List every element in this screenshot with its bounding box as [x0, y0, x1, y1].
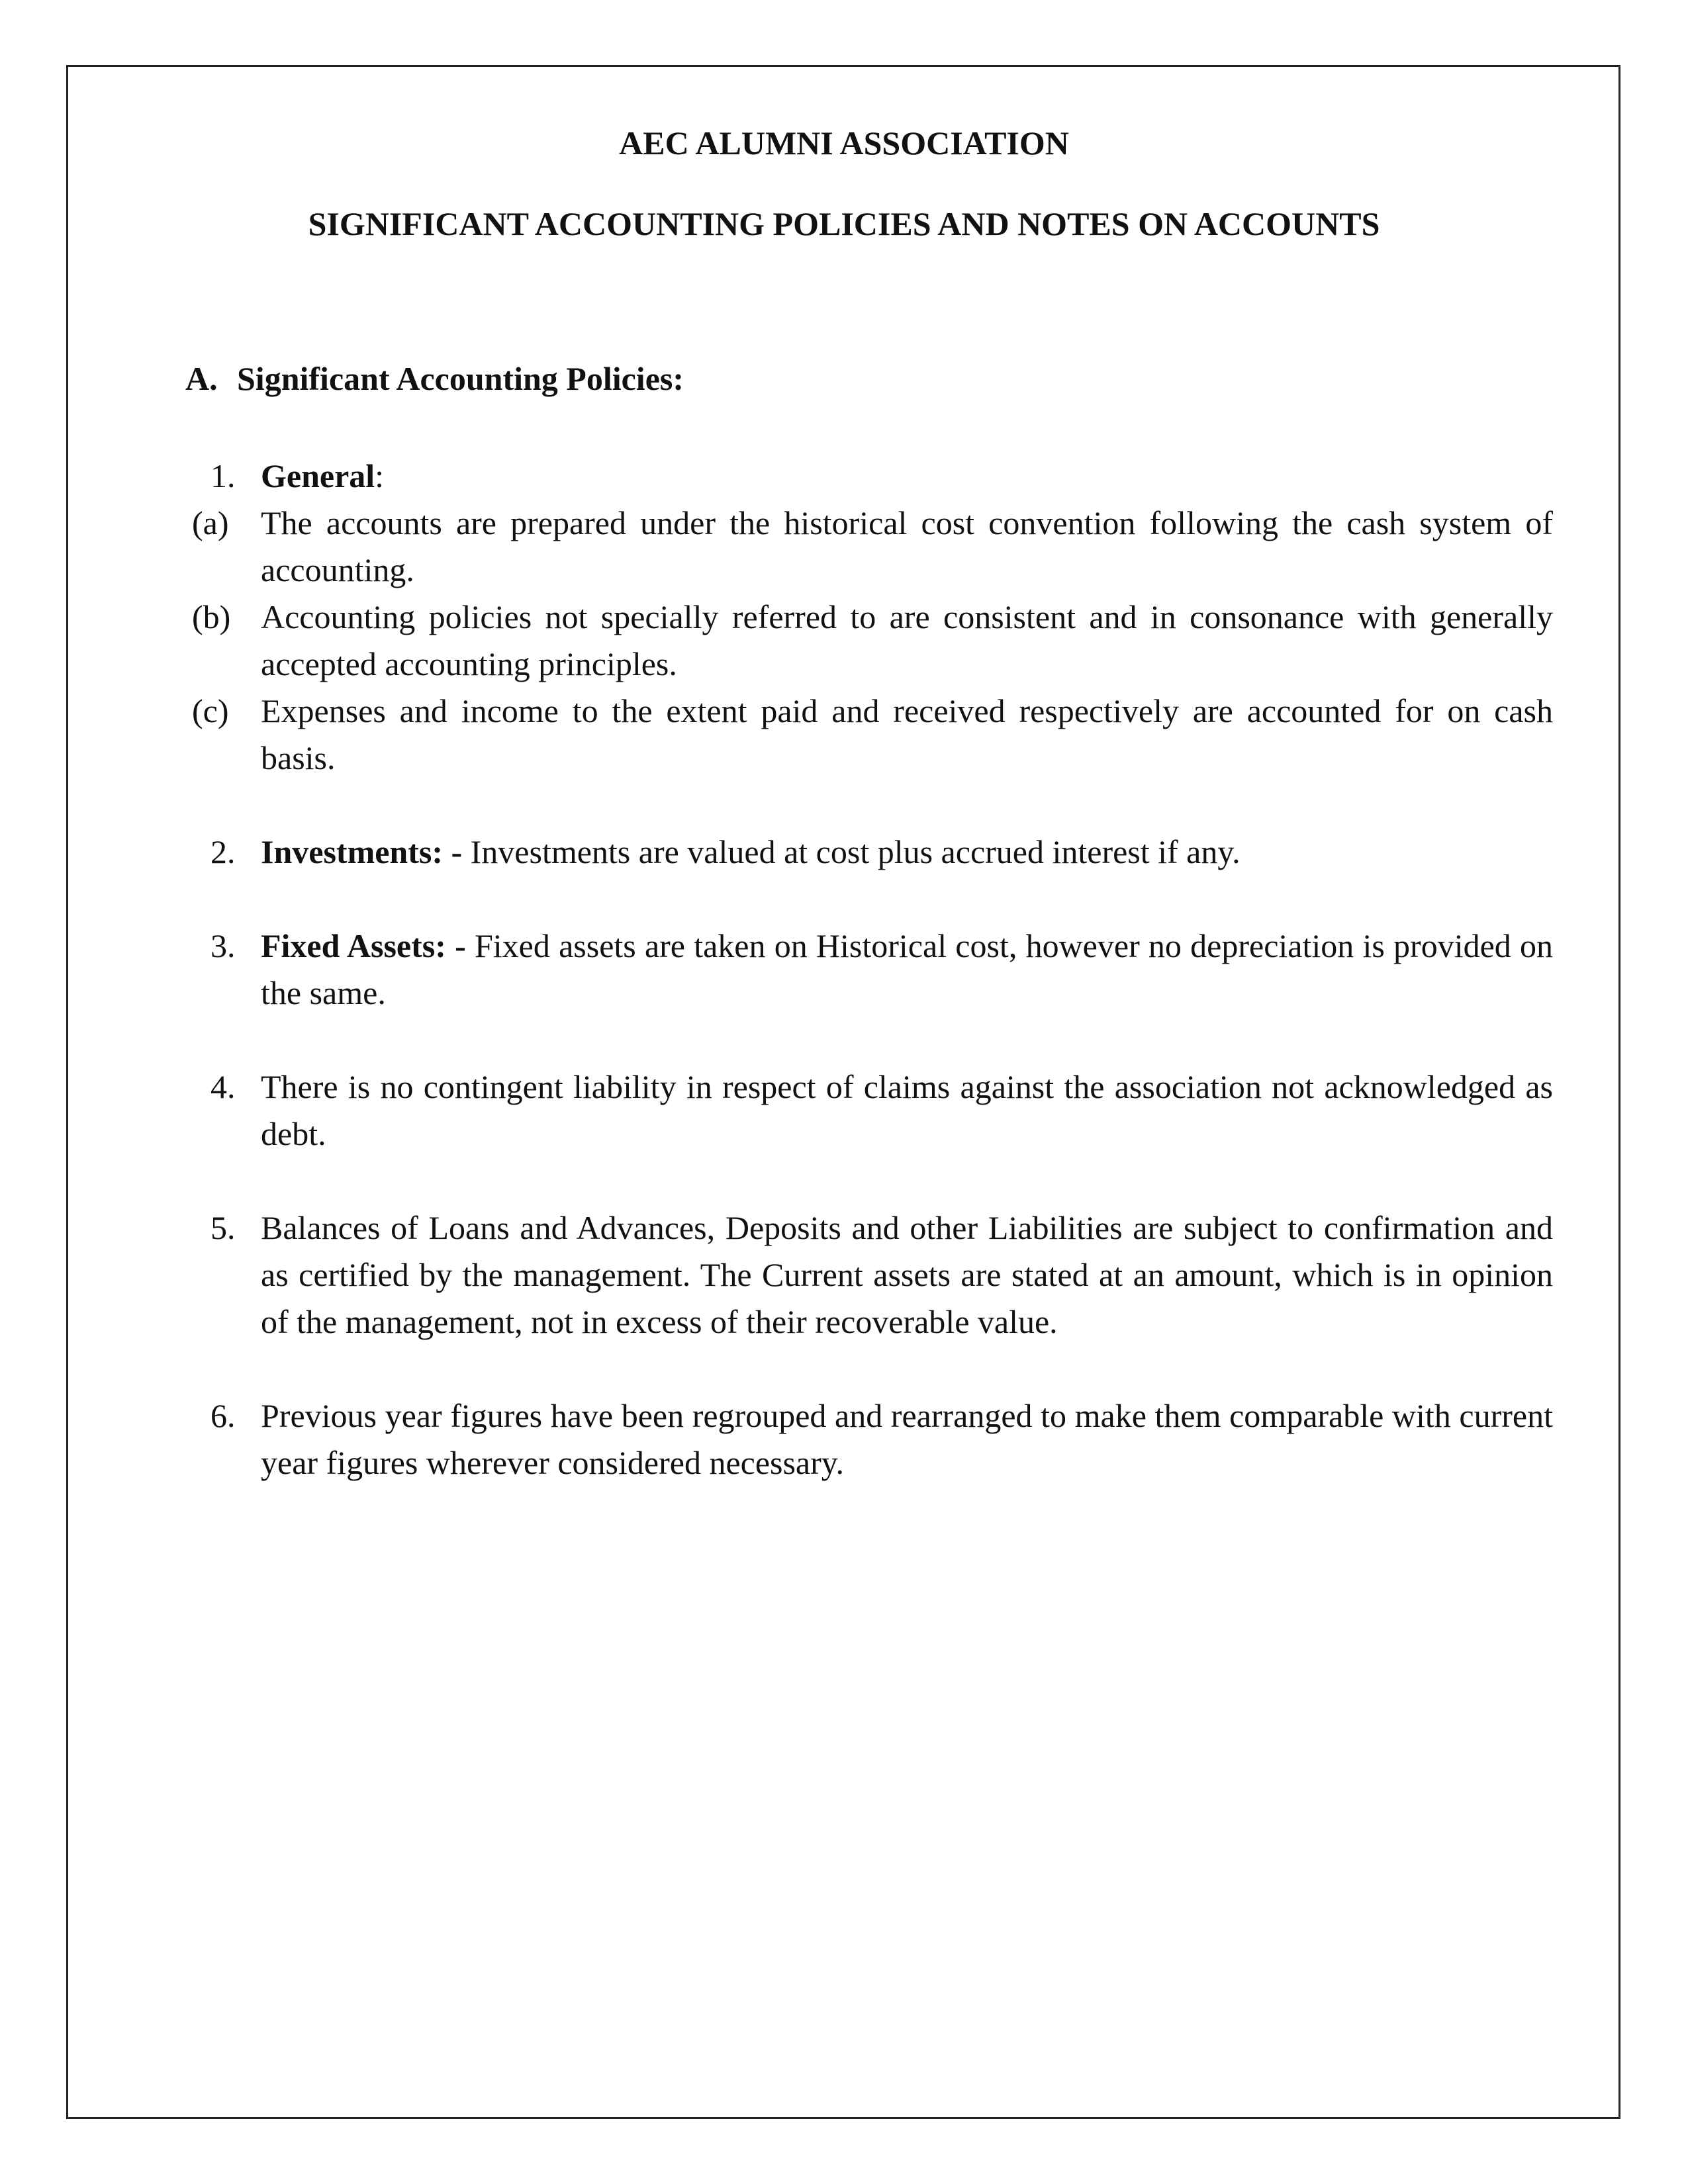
subitem-b	[185, 594, 1553, 688]
policy-label-suffix: :	[375, 457, 385, 494]
policy-number: 2.	[211, 833, 236, 870]
subitem-marker: (c)	[192, 692, 229, 729]
subitem-marker: (a)	[192, 504, 229, 541]
policy-text: Investments are valued at cost plus accrued interest if any.	[462, 833, 1241, 870]
organization-title: AEC ALUMNI ASSOCIATION	[619, 124, 1069, 161]
subitem-text: Accounting policies not specially referred to are consistent and in consonance with generally accepted accounting principles.	[261, 598, 1553, 682]
subitem-a	[185, 500, 1553, 594]
document-title: SIGNIFICANT ACCOUNTING POLICIES AND NOTES ON ACCOUNTS	[308, 205, 1380, 242]
section-a-heading	[185, 359, 684, 398]
policy-item-3	[185, 923, 1553, 1017]
subitem-text: The accounts are prepared under the historical cost convention following the cash system of accounting.	[261, 504, 1553, 588]
policy-text: Previous year figures have been regrouped and rearranged to make them comparable with current year figures wherever considered necessary.	[261, 1397, 1553, 1481]
policy-text: Balances of Loans and Advances, Deposits and other Liabilities are subject to confirmation and as certified by the management. The Current assets are stated at an amount, which is in opinion of the management, not in excess of their recoverable value.	[261, 1209, 1553, 1340]
policy-item-2	[185, 829, 1553, 876]
policy-number: 6.	[211, 1397, 236, 1434]
policy-number: 4.	[211, 1068, 236, 1105]
general-subitems	[185, 500, 1553, 782]
policy-item-1	[185, 453, 1553, 782]
policy-item-5	[185, 1205, 1553, 1345]
policy-number: 5.	[211, 1209, 236, 1246]
policy-item-6	[185, 1392, 1553, 1486]
policy-number: 3.	[211, 927, 236, 964]
section-a-title: Significant Accounting Policies:	[237, 360, 684, 397]
policy-text: There is no contingent liability in respect of claims against the association not acknowledged as debt.	[261, 1068, 1553, 1152]
policies-list	[185, 453, 1553, 1533]
subitem-c	[185, 688, 1553, 782]
policy-label: General	[261, 457, 375, 494]
policy-text: Fixed assets are taken on Historical cost, however no depreciation is provided on the same.	[261, 927, 1553, 1011]
policy-number: 1.	[211, 457, 236, 494]
policy-label: Investments: -	[261, 833, 463, 870]
subitem-marker: (b)	[192, 598, 231, 635]
policy-item-4	[185, 1064, 1553, 1158]
section-a-letter: A.	[185, 360, 218, 397]
subitem-text: Expenses and income to the extent paid and received respectively are accounted for on cash basis.	[261, 692, 1553, 776]
policy-label: Fixed Assets: -	[261, 927, 466, 964]
